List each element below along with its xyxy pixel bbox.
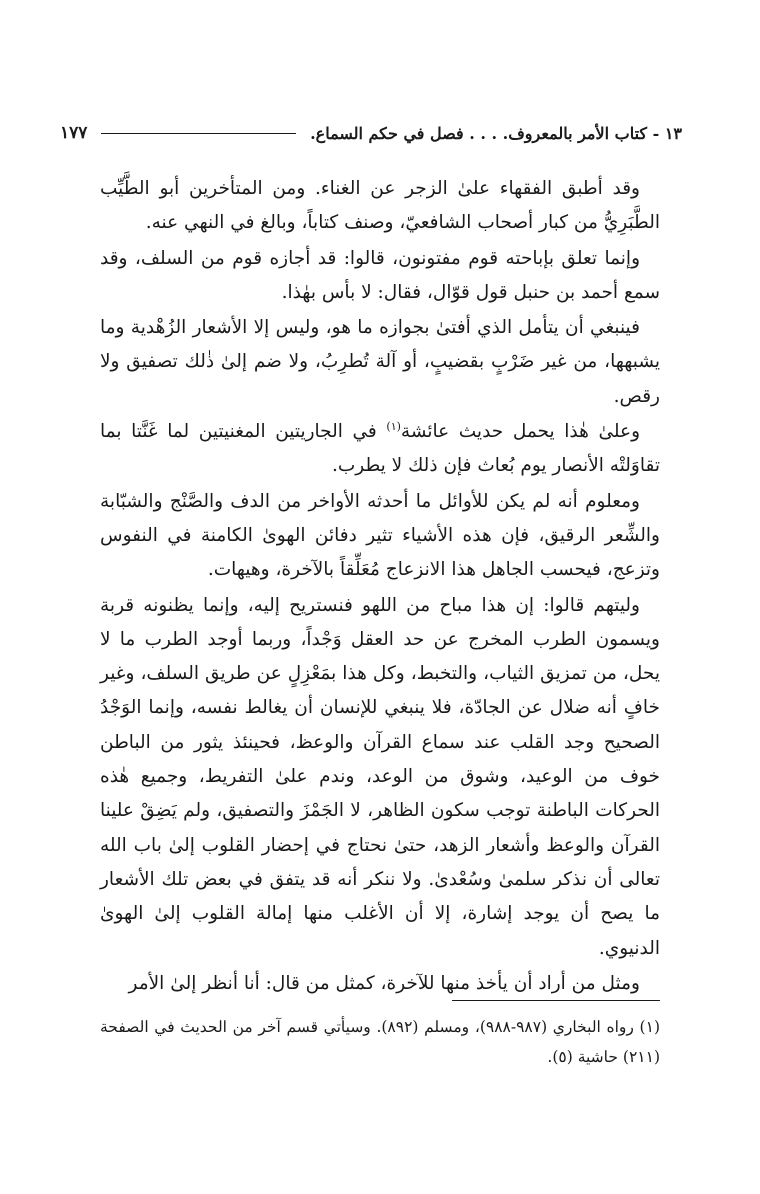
page-number: ١٧٧ bbox=[60, 123, 88, 143]
paragraph-4 bbox=[100, 415, 660, 484]
running-header bbox=[60, 118, 682, 148]
header-rule bbox=[101, 133, 296, 134]
paragraph-7: ومثل من أراد أن يأخذ منها للآخرة، كمثل من قال: أنا أنظر إلىٰ الأمر bbox=[128, 972, 640, 994]
paragraph-6: وليتهم قالوا: إن هذا مباح من اللهو فنستريح إليه، وإنما يظنونه قربة ويسمون الطرب المخرج عن حد العقل وَجْداً، وربما أوجد الطرب ما لا يحل، من تمزيق الثياب، والتخبط، وكل هذا بمَعْزِلٍ عن طريق السلف، وغير خافٍ أنه ضلال عن الجادّة، فلا ينبغي للإنسان أن يغالط نفسه، وإنما الوَجْدُ الصحيح وجد القلب عند سماع القرآن والوعظ، فحينئذ يثور من الباطن خوف من الوعيد، وشوق من الوعد، وندم علىٰ التفريط، وجميع هٰذه الحركات الباطنة توجب سكون الظاهر، لا الجَمْزَ والتصفيق، ولم يَضِقْ علينا القرآن والوعظ وأشعار الزهد، حتىٰ نحتاج في إحضار القلوب إلىٰ باب الله تعالى أن نذكر سلمىٰ وسُعْدىٰ. ولا ننكر أنه قد يتفق في بعض تلك الأشعار ما يصح أن يوجد إشارة، إلا أن الأغلب منها إمالة القلوب إلىٰ الهوىٰ الدنيوي. bbox=[100, 594, 660, 959]
main-text bbox=[100, 172, 660, 1002]
footnote-text: (١) رواه البخاري (٩٨٧-٩٨٨)، ومسلم (٨٩٢). وسيأتي قسم آخر من الحديث في الصفحة (٢١١) حاشية (٥). bbox=[100, 1018, 660, 1066]
footnote-separator bbox=[452, 1000, 660, 1001]
footnote bbox=[100, 1012, 660, 1072]
header-title: ١٣ - كتاب الأمر بالمعروف. . . . فصل في حكم السماع. bbox=[310, 123, 682, 143]
paragraph-1: وقد أطبق الفقهاء علىٰ الزجر عن الغناء. ومن المتأخرين أبو الطَّيِّب الطَّبَرِيُّ من كبار أصحاب الشافعيّ، وصنف كتاباً، وبالغ في النهي عنه. bbox=[100, 178, 660, 234]
paragraph-5: ومعلوم أنه لم يكن للأوائل ما أحدثه الأواخر من الدف والصَّنْج والشبّابة والشِّعر الرقيق، فإن هذه الأشياء تثير دفائن الهوىٰ الكامنة في النفوس وتزعج، فيحسب الجاهل هذا الانزعاج مُعَلِّقاً بالآخرة، وهيهات. bbox=[100, 490, 660, 581]
paragraph-2: وإنما تعلق بإباحته قوم مفتونون، قالوا: قد أجازه قوم من السلف، وقد سمع أحمد بن حنبل قول قوّال، فقال: لا بأس بهٰذا. bbox=[100, 247, 660, 303]
paragraph-3: فينبغي أن يتأمل الذي أفتىٰ بجوازه ما هو، وليس إلا الأشعار الزُهْدية وما يشبهها، من غير ضَرْبٍ بقضيبٍ، أو آلة تُطرِبُ، ولا ضم إلىٰ ذٰلك تصفيق ولا رقص. bbox=[100, 317, 660, 407]
paragraph-4-before: وعلىٰ هٰذا يحمل حديث عائشة bbox=[400, 421, 640, 443]
paragraph-4-after: في الجاريتين المغنيتين لما غَنَّتا بما تقاوَلتْه الأنصار يوم بُعاث فإن ذلك لا يطرب. bbox=[100, 421, 660, 477]
footnote-reference[interactable]: (١) bbox=[386, 419, 401, 433]
